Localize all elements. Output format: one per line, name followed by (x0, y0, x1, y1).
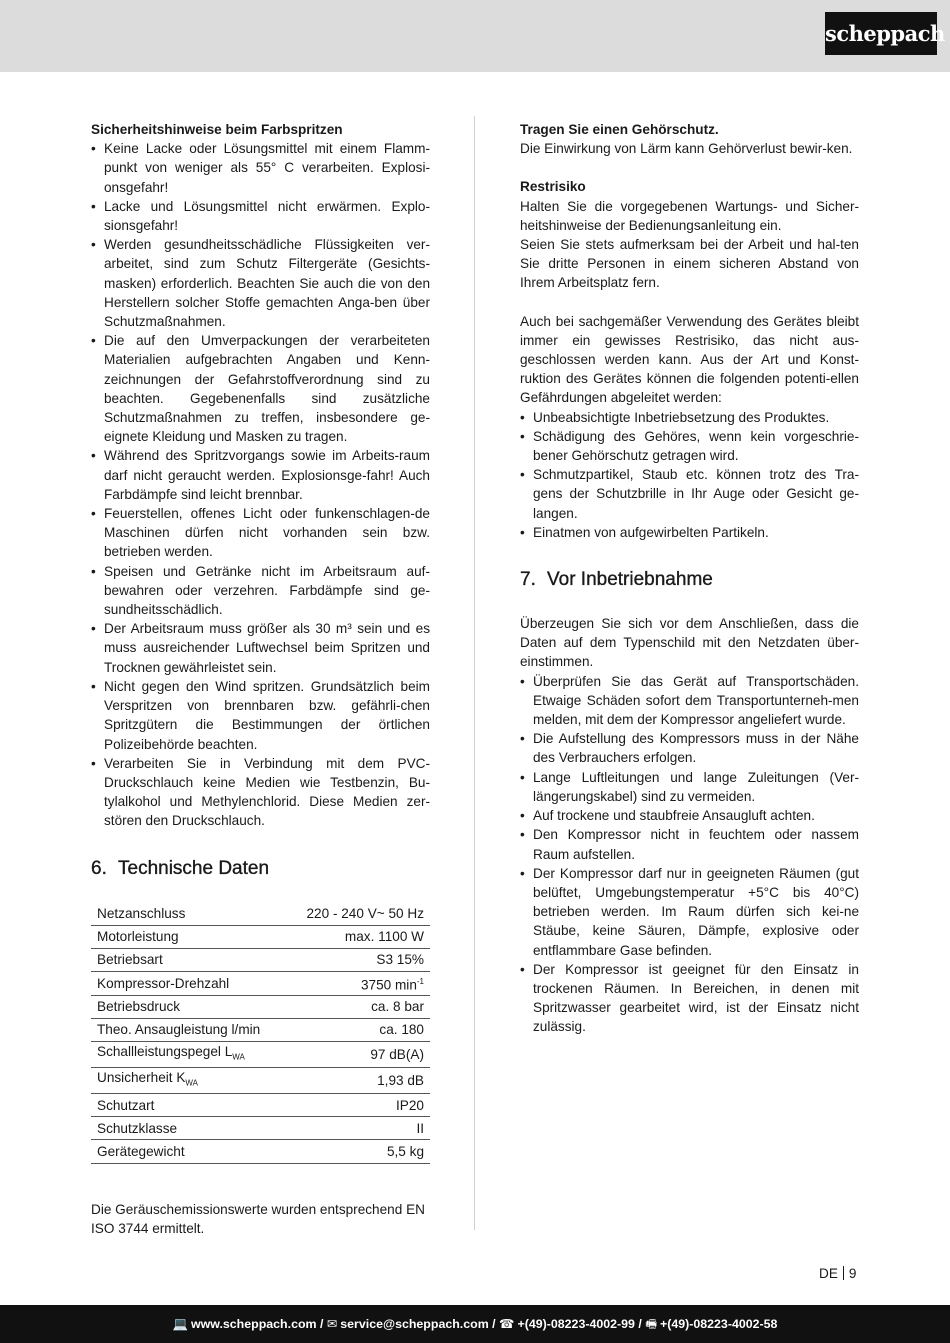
computer-icon: 💻 (172, 1317, 188, 1331)
page-number (819, 1265, 856, 1283)
residual-risk-text-1: Halten Sie die vorgegebenen Wartungs- und Sicher-heitshinweise der Bedienungsanleitung ein. (520, 198, 859, 233)
technical-data-table (91, 903, 430, 1164)
residual-risk-text-2: Seien Sie stets aufmerksam bei der Arbeit und hal-ten Sie dritte Personen in einem sicheren Abstand von Ihrem Arbeitsplatz fern. (520, 237, 859, 291)
spec-value: ca. 8 bar (371, 999, 424, 1015)
table-row (91, 925, 430, 948)
hearing-protection-heading: Tragen Sie einen Gehörschutz. (520, 122, 719, 137)
safety-spray-list (91, 139, 430, 830)
list-item: • Überprüfen Sie das Gerät auf Transportschäden. Etwaige Schäden sofort dem Transportunterneh-men melden, mit dem der Kompressor angeliefert wurde. (520, 672, 859, 730)
list-item: • Der Arbeitsraum muss größer als 30 m³ sein und es muss ausreichender Luftwechsel beim Spritzen und Trocknen gewährleistet sein. (91, 619, 430, 677)
list-item: • Die Aufstellung des Kompressors muss in der Nähe des Verbrauchers erfolgen. (520, 729, 859, 767)
page-header (0, 0, 950, 72)
list-item: • Lange Luftleitungen und lange Zuleitungen (Ver-längerungskabel) sind zu vermeiden. (520, 768, 859, 806)
right-column (520, 120, 859, 1037)
table-row (91, 1042, 430, 1068)
left-column (91, 120, 430, 1238)
section-number: 6. (91, 857, 107, 879)
footer-fax: +(49)-08223-4002-58 (659, 1317, 778, 1331)
page-number-divider (843, 1266, 844, 1280)
table-row (91, 1068, 430, 1094)
list-item: • Schmutzpartikel, Staub etc. können trotz des Tra-gens der Schutzbrille in Ihr Auge oder Gesicht ge-langen. (520, 465, 859, 523)
list-item: • Schädigung des Gehöres, wenn kein vorgeschrie-bener Gehörschutz getragen wird. (520, 427, 859, 465)
spec-value: IP20 (396, 1097, 424, 1113)
spec-value: S3 15% (376, 952, 424, 968)
list-item: • Den Kompressor nicht in feuchtem oder nassem Raum aufstellen. (520, 825, 859, 863)
spec-value: 220 - 240 V~ 50 Hz (306, 906, 424, 921)
spec-label: Schallleistungspegel $L_{WA}$ (97, 1044, 245, 1062)
spec-value: 3750 $\min^{-1}$ (360, 977, 424, 993)
list-item: • Die auf den Umverpackungen der verarbeiteten Materialien aufgebrachten Angaben und Kenn-zeichnungen der Gefahrstoffverordnung sind zu beachten. Gegebenenfalls sind zusätzliche Schutzmaßnahmen zu treffen, insbesondere ge-eignete Kleidung und Masken zu tragen. (91, 331, 430, 446)
list-item: • Werden gesundheitsschädliche Flüssigkeiten ver-arbeitet, sind zum Schutz Filtergeräte (Gesichts-masken) erforderlich. Beachten Sie auch die von den Herstellern solcher Stoffe gemachten Anga-ben über Schutzmaßnahmen. (91, 235, 430, 331)
spec-label: Kompressor-Drehzahl (97, 975, 230, 991)
mail-icon: ✉ (326, 1317, 338, 1331)
residual-risk-heading: Restrisiko (520, 179, 586, 195)
list-item: • Der Kompressor ist geeignet für den Einsatz in trockenen Räumen. In Bereichen, in denen mit Spritzwasser gearbeitet wird, ist der Einsatz nicht zulässig. (520, 960, 859, 1037)
list-item: • Nicht gegen den Wind spritzen. Grundsätzlich beim Verspritzen von brennbaren bzw. gefährli-chen Spritzgütern die Bestimmungen der örtlichen Polizeibehörde beachten. (91, 677, 430, 754)
list-item: • Keine Lacke oder Lösungsmittel mit einem Flamm-punkt von weniger als 55° C verarbeiten. Explosi-onsgefahr! (91, 139, 430, 197)
list-item: • Während des Spritzvorgangs sowie im Arbeits-raum darf nicht geraucht werden. Explosionsge-fahr! Auch Farbdämpfe sind leicht brennbar. (91, 446, 430, 504)
table-row (91, 1094, 430, 1117)
spec-label: Schutzklasse (97, 1120, 178, 1136)
list-item: • Verarbeiten Sie in Verbindung mit dem PVC-Druckschlauch keine Medien wie Testbenzin, Bu-tylalkohol und Methylenchlorid. Diese Medien zer-stören den Druckschlauch. (91, 754, 430, 831)
spec-label: Netzanschluss (97, 906, 186, 921)
before-startup-text: Überzeugen Sie sich vor dem Anschließen, dass die Daten auf dem Typenschild mit den Netzdaten über-einstimmen. (520, 616, 859, 670)
column-divider (474, 116, 475, 1230)
footer-website[interactable]: www.scheppach.com (191, 1317, 317, 1331)
spec-label: Gerätegewicht (97, 1143, 185, 1159)
page-footer: 💻 www.scheppach.com / ✉ service@scheppach.com / ☎ +(49)-08223-4002-99 / 🖷 +(49)-08223-4002-58 (0, 1305, 950, 1343)
list-item: • Feuerstellen, offenes Licht oder funkenschlagen-de Maschinen dürfen nicht vorhanden sein bzw. betrieben werden. (91, 504, 430, 562)
spec-label: Theo. Ansaugleistung l/min (97, 1022, 261, 1038)
section-number: 7. (520, 569, 536, 591)
table-row (91, 1117, 430, 1140)
spec-label: Schutzart (97, 1097, 155, 1113)
list-item: • Speisen und Getränke nicht im Arbeitsraum auf-bewahren oder verzehren. Farbdämpfe sind ge-sundheitsschädlich. (91, 562, 430, 620)
section-title-before-startup (520, 568, 859, 592)
spec-value: ca. 180 (379, 1022, 424, 1038)
spec-value: max. 1100 W (344, 929, 424, 945)
table-row (91, 903, 430, 926)
spec-value: 97 dB(A) (370, 1047, 424, 1063)
noise-emission-note: Die Geräuschemissionswerte wurden entsprechend EN ISO 3744 ermittelt. (91, 1201, 425, 1236)
spec-value: 1,93 dB (377, 1072, 424, 1088)
fax-icon: 🖷 (645, 1317, 657, 1331)
footer-email[interactable]: service@scheppach.com (340, 1317, 489, 1331)
section-title-text: Vor Inbetriebnahme (547, 569, 713, 591)
list-item: • Der Kompressor darf nur in geeigneten Räumen (gut belüftet, Umgebungstemperatur +5°C bis 40°C) betrieben werden. Im Raum dürfen sich kei-ne Stäube, keine Säuren, Dämpfe, explosive oder entflammbare Gase befinden. (520, 864, 859, 960)
footer-phone: +(49)-08223-4002-99 (517, 1317, 635, 1331)
scheppach-logo: scheppach (825, 12, 937, 55)
table-row (91, 1019, 430, 1042)
list-item: • Unbeabsichtigte Inbetriebsetzung des Produktes. (520, 408, 859, 427)
language-code: DE (819, 1266, 838, 1281)
spec-value: 5,5 kg (386, 1143, 424, 1159)
phone-icon: ☎ (499, 1317, 515, 1331)
spec-label: Betriebsdruck (97, 999, 181, 1015)
section-title-text: Technische Daten (118, 857, 270, 879)
spec-label: Betriebsart (97, 952, 163, 968)
list-item: • Auf trockene und staubfreie Ansaugluft achten. (520, 806, 859, 825)
table-row (91, 1140, 430, 1163)
table-row (91, 948, 430, 971)
list-item: • Lacke und Lösungsmittel nicht erwärmen. Explo-sionsgefahr! (91, 197, 430, 235)
table-row (91, 995, 430, 1018)
list-item: • Einatmen von aufgewirbelten Partikeln. (520, 523, 859, 542)
before-startup-list (520, 672, 859, 1037)
safety-spray-heading: Sicherheitshinweise beim Farbspritzen (91, 122, 343, 137)
page-number-value: 9 (848, 1266, 857, 1281)
residual-risk-text-3: Auch bei sachgemäßer Verwendung des Gerätes bleibt immer ein gewisses Restrisiko, das nicht aus-geschlossen werden kann. Aus der Art und Konst-ruktion des Gerätes können die folgenden potenti-ellen Gefährdungen abgeleitet werden: (520, 313, 859, 406)
table-row (91, 972, 430, 996)
residual-risk-list (520, 408, 859, 542)
spec-label: Unsicherheit $K_{WA}$ (97, 1070, 198, 1088)
hearing-protection-text: Die Einwirkung von Lärm kann Gehörverlust bewir-ken. (520, 141, 853, 157)
section-title-technical-data (91, 857, 430, 881)
spec-value: II (416, 1120, 424, 1136)
spec-label: Motorleistung (97, 929, 179, 945)
